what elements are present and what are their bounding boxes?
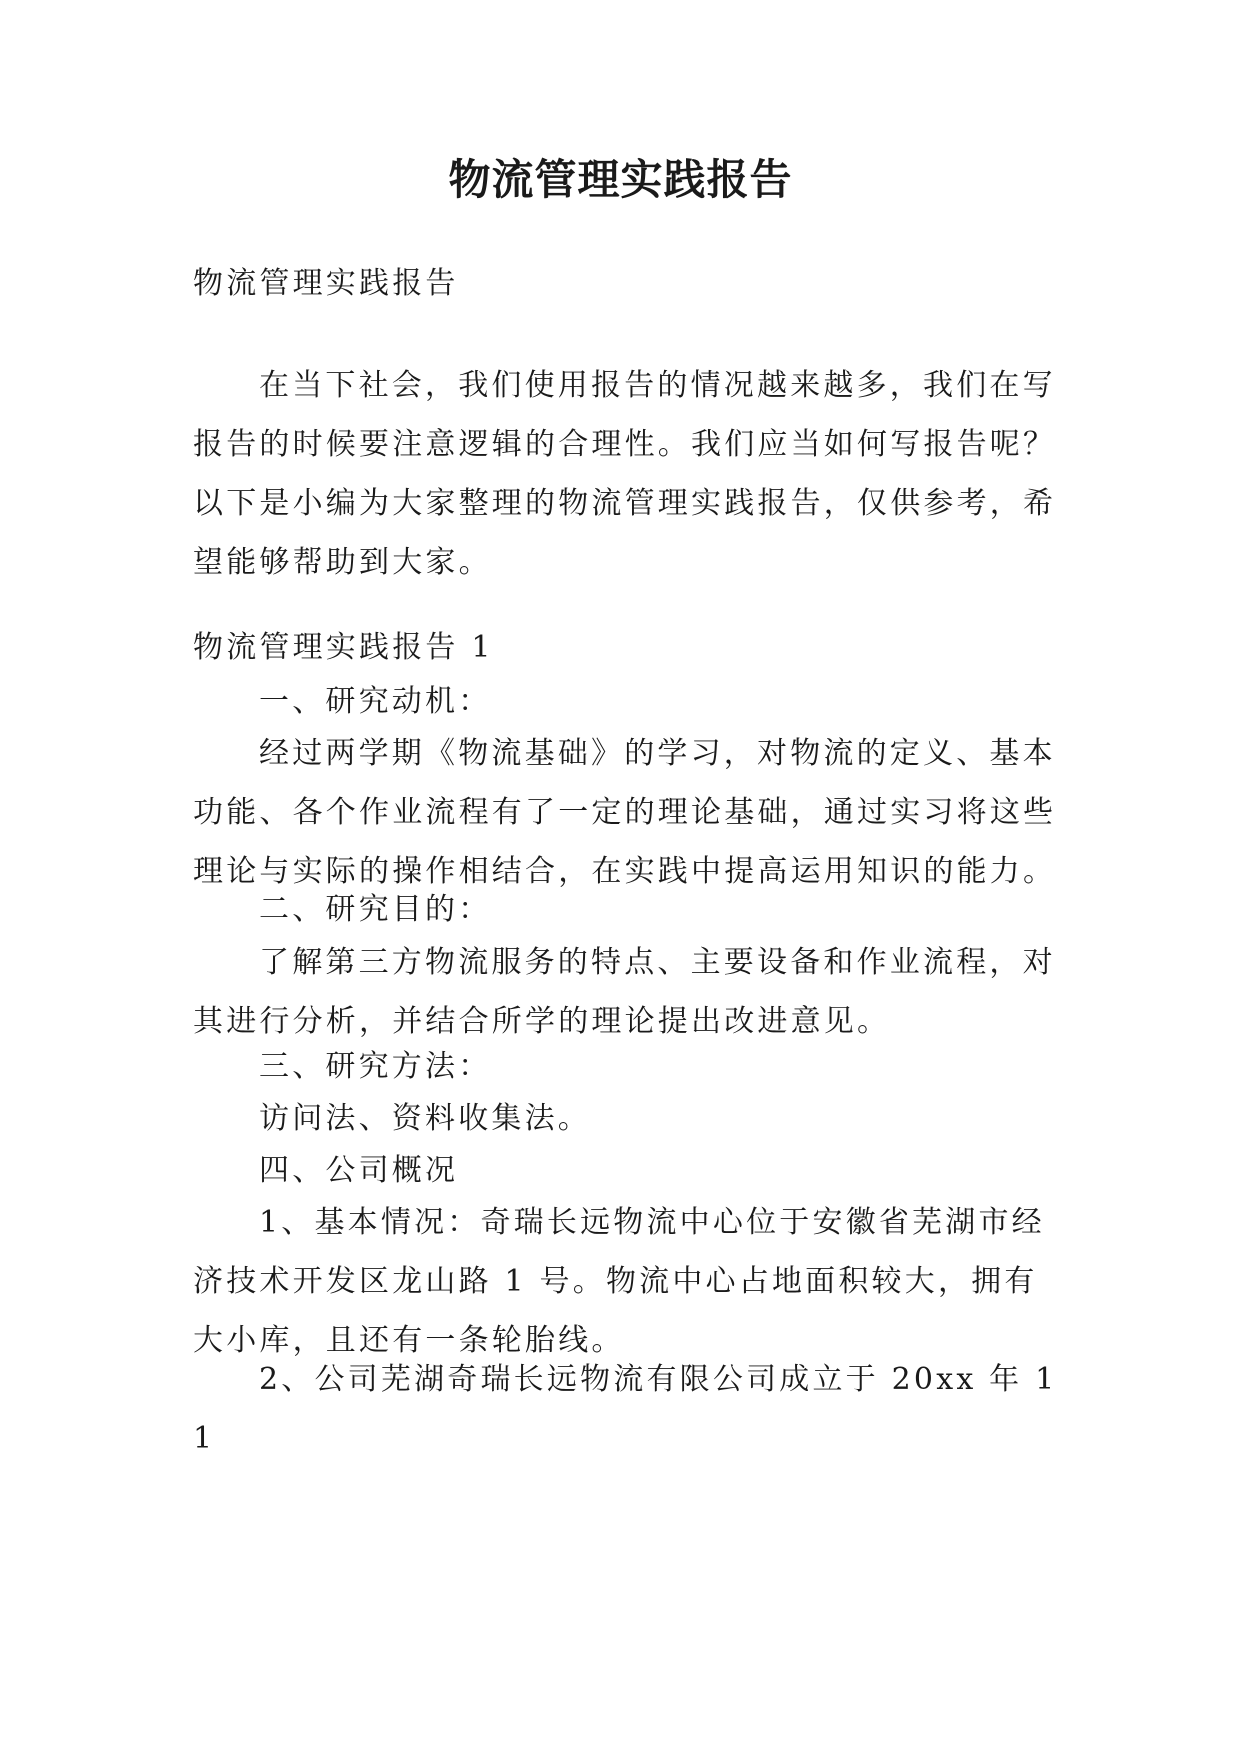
document-subtitle: 物流管理实践报告 (193, 266, 459, 301)
heading-company-overview: 四、公司概况 (259, 1153, 459, 1188)
paragraph-company-founding: 2、公司芜湖奇瑞长远物流有限公司成立于 20xx 年 11 (193, 1362, 1058, 1456)
paragraph-basic-info: 1、基本情况：奇瑞长远物流中心位于安徽省芜湖市经济技术开发区龙山路 1 号。物流中心占地面积较大，拥有大小库，且还有一条轮胎线。 (193, 1205, 1045, 1358)
paragraph-research-purpose: 了解第三方物流服务的特点、主要设备和作业流程，对其进行分析，并结合所学的理论提出改进意见。 (193, 945, 1056, 1039)
paragraph-research-motivation: 经过两学期《物流基础》的学习，对物流的定义、基本功能、各个作业流程有了一定的理论基础，通过实习将这些理论与实际的操作相结合，在实践中提高运用知识的能力。 (193, 736, 1057, 889)
paragraph-research-method: 访问法、资料收集法。 (259, 1101, 591, 1136)
section-title: 物流管理实践报告 1 (193, 630, 494, 665)
heading-research-method: 三、研究方法： (259, 1049, 492, 1084)
intro-paragraph: 在当下社会，我们使用报告的情况越来越多，我们在写报告的时候要注意逻辑的合理性。我们应当如何写报告呢？以下是小编为大家整理的物流管理实践报告，仅供参考，希望能够帮助到大家。 (193, 368, 1057, 580)
document-title: 物流管理实践报告 (448, 155, 793, 204)
heading-research-purpose: 二、研究目的： (259, 892, 492, 927)
heading-research-motivation: 一、研究动机： (259, 684, 492, 719)
